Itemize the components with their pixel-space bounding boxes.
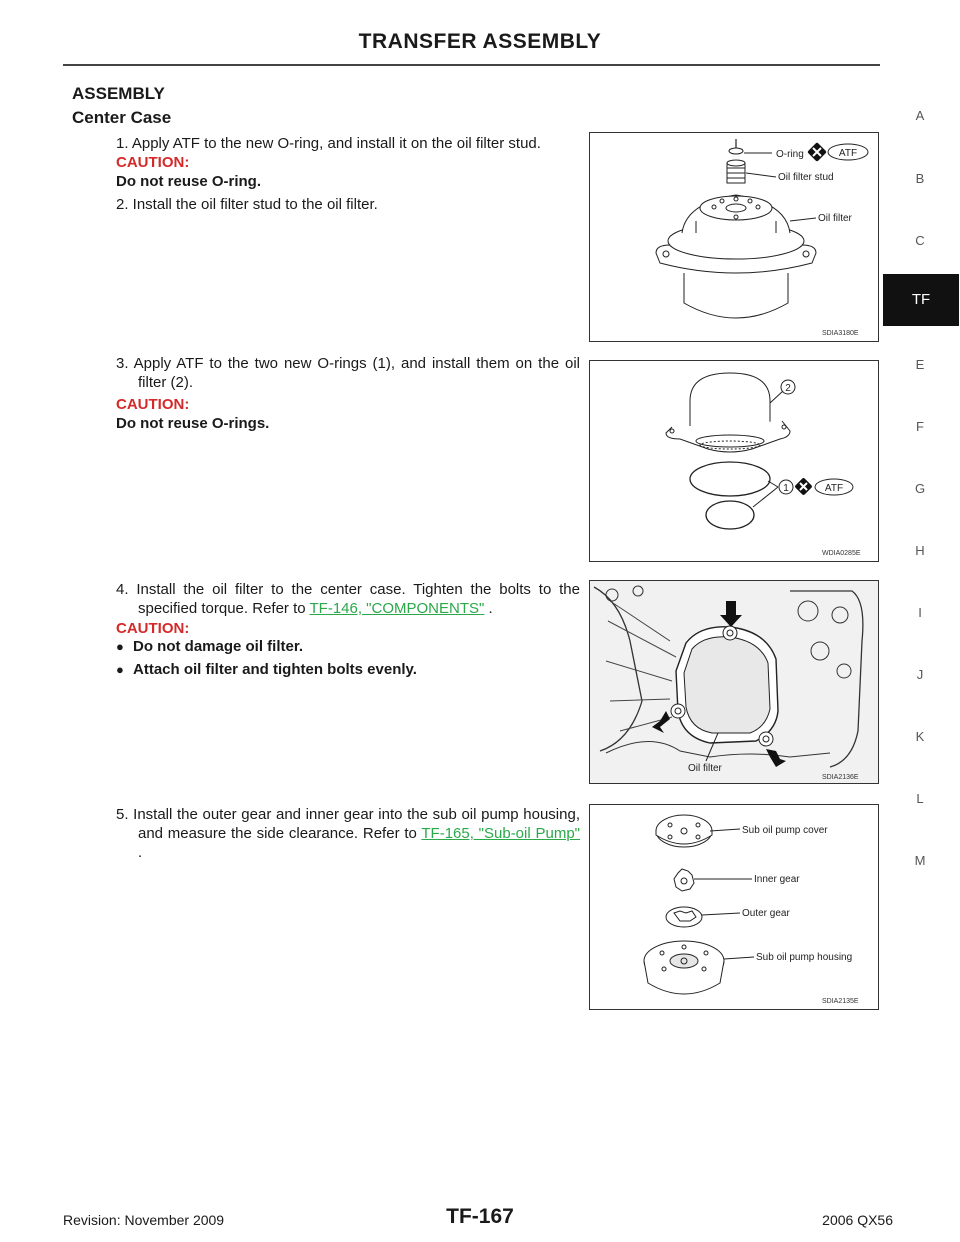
fig4-label-outer-gear: Outer gear — [742, 908, 790, 919]
caution-bullet-2 — [116, 661, 417, 678]
fig2-label-2: 2 — [785, 383, 791, 394]
fig3-label-oil-filter: Oil filter — [688, 763, 722, 774]
header-rule — [63, 64, 880, 66]
do-not-reuse-icon — [807, 142, 827, 162]
caution-label-1: CAUTION: — [116, 154, 190, 171]
fig2-label-atf: ATF — [824, 483, 844, 494]
side-index-active-tab[interactable]: TF — [883, 274, 959, 326]
page-header-title: TRANSFER ASSEMBLY — [358, 30, 602, 53]
step-5 — [116, 805, 580, 862]
section-title: ASSEMBLY — [72, 84, 165, 103]
bullet-dot-icon: ● — [116, 639, 124, 654]
footer-page-number: TF-167 — [446, 1205, 514, 1228]
step-5-text: 5. Install the outer gear and inner gear into the sub oil pump housing, and measure the side clearance. Refer to — [116, 806, 580, 842]
side-index-j[interactable]: J — [916, 667, 924, 682]
fig1-code: SDIA3180E — [822, 330, 859, 337]
step-1: 1. Apply ATF to the new O-ring, and install it on the oil filter stud. — [116, 135, 541, 152]
side-index-l[interactable]: L — [916, 791, 924, 806]
side-index-a[interactable]: A — [915, 108, 925, 123]
fig4-code: SDIA2135E — [822, 998, 859, 1005]
bullet-dot-icon: ● — [116, 662, 124, 677]
fig4-label-sub-oil-pump-housing: Sub oil pump housing — [756, 952, 853, 963]
fig2-code: WDIA0285E — [822, 550, 861, 557]
atf-badge — [828, 144, 868, 160]
figure-center-case — [589, 580, 879, 784]
step-3: 3. Apply ATF to the two new O-rings (1), and install them on the oil filter (2). — [116, 355, 580, 391]
center-case-illustration — [590, 581, 878, 783]
fig1-label-atf: ATF — [838, 148, 858, 159]
footer-model: 2006 QX56 — [822, 1212, 893, 1228]
fig2-label-1: 1 — [783, 483, 789, 494]
side-index-c[interactable]: C — [915, 233, 925, 248]
do-not-reuse-icon — [794, 477, 812, 495]
caution-bullet-2-text: Attach oil filter and tighten bolts evenly. — [133, 661, 417, 678]
fig3-code: SDIA2136E — [822, 774, 859, 781]
side-index-m[interactable]: M — [914, 853, 926, 868]
side-index-e[interactable]: E — [915, 357, 925, 372]
step-4-tail: . — [484, 600, 493, 617]
step-4-text: 4. Install the oil filter to the center case. Tighten the bolts to the specified torque. Refer to — [116, 581, 580, 617]
fig4-label-inner-gear: Inner gear — [754, 874, 800, 885]
caution-text-2: Do not reuse O-rings. — [116, 415, 270, 432]
fig4-label-sub-oil-pump-cover: Sub oil pump cover — [742, 825, 828, 836]
side-index-k[interactable]: K — [915, 729, 925, 744]
side-index-b[interactable]: B — [915, 171, 925, 186]
ref-link-sub-oil-pump[interactable]: TF-165, "Sub-oil Pump" — [421, 825, 580, 842]
oil-filter-stud-illustration — [590, 133, 878, 341]
caution-label-2: CAUTION: — [116, 396, 190, 413]
sub-oil-pump-illustration — [590, 805, 878, 1009]
fig1-label-oil-filter-stud: Oil filter stud — [778, 172, 834, 183]
side-index-h[interactable]: H — [915, 543, 925, 558]
figure-sub-oil-pump — [589, 804, 879, 1010]
atf-badge — [815, 479, 853, 495]
fig1-label-oil-filter: Oil filter — [818, 213, 852, 224]
caution-bullet-1 — [116, 638, 303, 655]
o-rings-illustration — [590, 361, 878, 561]
side-index-i[interactable]: I — [918, 605, 922, 620]
step-2: 2. Install the oil filter stud to the oil filter. — [116, 196, 378, 213]
caution-label-3: CAUTION: — [116, 620, 190, 637]
ref-link-components[interactable]: TF-146, "COMPONENTS" — [309, 600, 485, 617]
step-5-tail: . — [138, 844, 143, 861]
step-4 — [116, 580, 580, 618]
side-index-f[interactable]: F — [916, 419, 924, 434]
footer-revision: Revision: November 2009 — [63, 1212, 225, 1228]
side-index-g[interactable]: G — [914, 481, 926, 496]
figure-oil-filter-o-rings — [589, 360, 879, 562]
fig1-label-o-ring: O-ring — [776, 149, 804, 160]
caution-bullet-1-text: Do not damage oil filter. — [133, 638, 304, 655]
subsection-title: Center Case — [72, 108, 172, 127]
caution-text-1: Do not reuse O-ring. — [116, 173, 262, 190]
figure-oil-filter-stud — [589, 132, 879, 342]
